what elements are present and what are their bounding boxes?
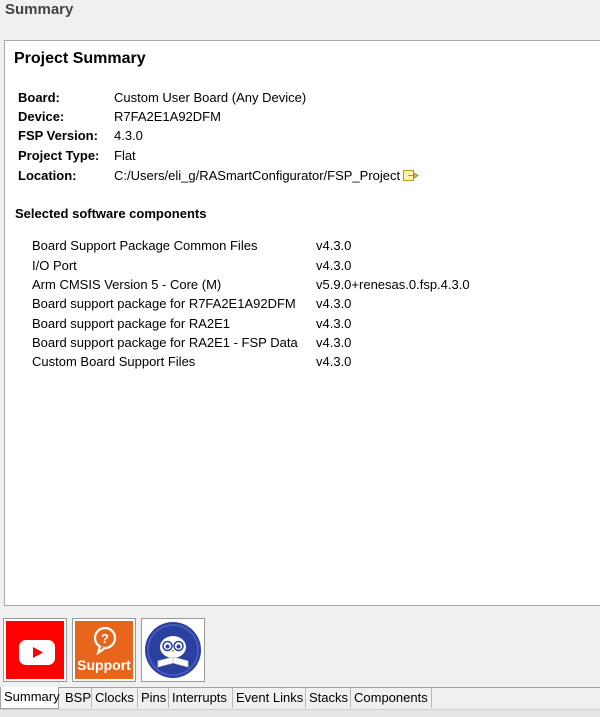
project-summary-title: Project Summary: [14, 50, 146, 67]
component-version: v4.3.0: [316, 316, 352, 331]
component-version: v4.3.0: [316, 335, 352, 350]
bottom-strip: [0, 709, 600, 717]
tab-components[interactable]: Components: [351, 688, 432, 708]
tab-event-links[interactable]: Event Links: [233, 688, 306, 708]
tab-interrupts[interactable]: Interrupts: [169, 688, 233, 708]
component-name: Board Support Package Common Files: [32, 238, 258, 253]
editor-tabs: [0, 687, 600, 709]
component-version: v5.9.0+renesas.0.fsp.4.3.0: [316, 277, 470, 292]
fsp-version-value: 4.3.0: [114, 128, 143, 143]
component-version: v4.3.0: [316, 296, 352, 311]
open-folder-arrow-icon[interactable]: [403, 169, 419, 182]
device-label: Device:: [18, 109, 65, 124]
support-button[interactable]: [72, 618, 136, 682]
youtube-button[interactable]: [3, 618, 67, 682]
device-value: R7FA2E1A92DFM: [114, 109, 221, 124]
project-type-label: Project Type:: [18, 148, 100, 163]
support-background: [75, 621, 133, 679]
board-label: Board:: [18, 90, 60, 105]
location-label: Location:: [18, 168, 77, 183]
project-summary-panel: [4, 40, 600, 606]
page-title: Summary: [5, 1, 74, 18]
location-value: C:/Users/eli_g/RASmartConfigurator/FSP_Project: [114, 168, 401, 183]
editor-header: [0, 0, 600, 30]
tab-bsp[interactable]: BSP: [62, 688, 92, 708]
component-name: Custom Board Support Files: [32, 354, 196, 369]
component-version: v4.3.0: [316, 238, 352, 253]
svg-text:?: ?: [101, 631, 109, 646]
tab-stacks[interactable]: Stacks: [306, 688, 351, 708]
component-name: Board support package for R7FA2E1A92DFM: [32, 296, 296, 311]
component-name: Arm CMSIS Version 5 - Core (M): [32, 277, 222, 292]
tab-pins[interactable]: Pins: [138, 688, 169, 708]
location-value-wrap: [114, 167, 419, 185]
question-bubble-icon: [93, 627, 117, 655]
youtube-play-icon: [19, 640, 55, 665]
support-label: Support: [77, 657, 131, 673]
board-value: Custom User Board (Any Device): [114, 90, 307, 105]
tab-summary[interactable]: Summary: [0, 687, 59, 709]
component-name: Board support package for RA2E1: [32, 316, 231, 331]
component-version: v4.3.0: [316, 258, 352, 273]
project-type-value: Flat: [114, 148, 136, 163]
fsp-version-label: FSP Version:: [18, 128, 98, 143]
component-name: I/O Port: [32, 258, 77, 273]
knowledge-base-button[interactable]: [141, 618, 205, 682]
owl-book-icon: [144, 621, 202, 679]
tab-clocks[interactable]: Clocks: [92, 688, 138, 708]
component-name: Board support package for RA2E1 - FSP Data: [32, 335, 298, 350]
components-section-title: Selected software components: [15, 206, 207, 221]
component-version: v4.3.0: [316, 354, 352, 369]
youtube-background: [6, 621, 64, 679]
